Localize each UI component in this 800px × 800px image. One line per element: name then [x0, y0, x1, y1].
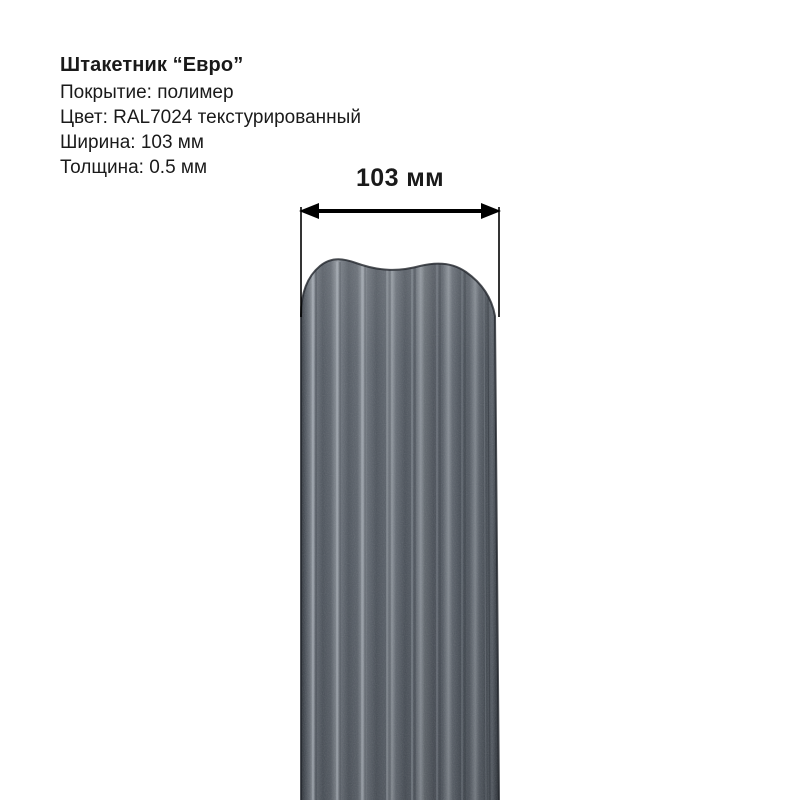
spec-coating: Покрытие: полимер	[60, 82, 234, 103]
spec-thickness: Толщина: 0.5 мм	[60, 157, 208, 178]
spec-width: Ширина: 103 мм	[60, 132, 204, 153]
dimension-label-width: 103 мм	[355, 164, 445, 192]
product-title: Штакетник “Евро”	[60, 54, 244, 76]
picket-texture	[295, 250, 505, 800]
picket-body	[295, 250, 505, 800]
spec-color: Цвет: RAL7024 текстурированный	[60, 107, 361, 128]
arrow-right-icon	[481, 203, 501, 219]
arrow-left-icon	[299, 203, 319, 219]
